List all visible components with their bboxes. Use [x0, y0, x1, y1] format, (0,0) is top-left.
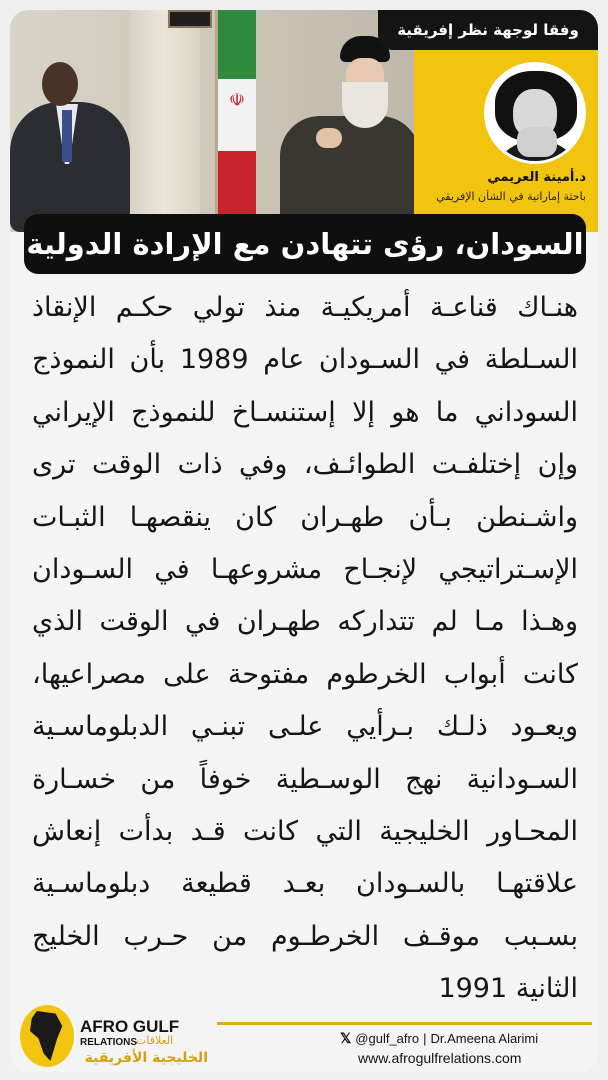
article-line: الثانية 1991: [438, 973, 578, 1005]
headline: السودان، رؤى تتهادن مع الإرادة الدولية: [24, 214, 586, 274]
social-author: Dr.Ameena Alarimi: [430, 1031, 539, 1046]
social-handle[interactable]: @gulf_afro: [355, 1031, 420, 1046]
footer-divider: [217, 1022, 592, 1025]
article-line: بسـبب موقـف الخرطـوم من حـرب الخليج: [32, 920, 578, 952]
news-photo: [10, 10, 414, 232]
article-line: المحـاور الخليجية التي كانت قـد بدأت إنعاش: [32, 816, 578, 848]
article-line: وهـذا مـا لم تتداركه طهـران في الوقت الذي: [32, 606, 578, 638]
website-link[interactable]: www.afrogulfrelations.com: [358, 1050, 522, 1066]
article-line: كانت أبواب الخرطوم مفتوحة على مصراعيها،: [32, 658, 578, 690]
article-line: ويعـود ذلـك بـرأيي علـى تبنـي الدبلوماسـية: [32, 711, 578, 743]
article-line: واشـنطن بـأن طهـران كان ينقصهـا الثبـات: [32, 501, 578, 533]
article-body: [32, 282, 578, 1016]
brand-name: AFRO GULF: [80, 1017, 180, 1036]
author-avatar: [484, 62, 586, 164]
brand-arabic: الخليجية الأفريقية: [84, 1050, 208, 1066]
author-title: باحثة إماراتية في الشأن الإفريقي: [436, 190, 586, 203]
africa-logo-icon: [20, 1005, 74, 1071]
x-icon[interactable]: 𝕏: [340, 1030, 352, 1046]
post-card: [10, 10, 598, 1072]
iran-flag: ☫: [218, 10, 256, 220]
article-line: السـلطة في السـودان عام 1989 بأن النموذج: [32, 344, 579, 376]
article-line: هنـاك قناعـة أمريكيـة منذ تولي حكـم الإنقاذ: [32, 292, 578, 323]
person-left: [10, 62, 150, 232]
author-name: د.أمينة العريمي: [487, 170, 586, 185]
brand-relations: RELATIONS: [80, 1037, 138, 1048]
person-right: [260, 36, 414, 232]
article-line: السـودانية نهج الوسـطية خوفاً من خسـارة: [32, 763, 578, 795]
article-line: علاقتهـا بالسـودان بعـد قطيعة دبلوماسـية: [32, 868, 578, 900]
brand-arabic-small: العلاقات: [136, 1034, 174, 1047]
article-line: السوداني ما هو إلا إستنسـاخ للنموذج الإيراني: [32, 396, 578, 428]
social-line: [340, 1030, 538, 1047]
wall-picture: [168, 10, 212, 28]
article-line: الإسـتراتيجي لإنجـاح مشروعهـا في السـودان: [32, 554, 578, 586]
tagline-banner: وفقا لوجهة نظر إفريقية: [378, 10, 598, 50]
separator: |: [423, 1031, 427, 1046]
article-line: وإن إختلفـت الطوائـف، وفي ذات الوقت ترى: [32, 449, 578, 481]
